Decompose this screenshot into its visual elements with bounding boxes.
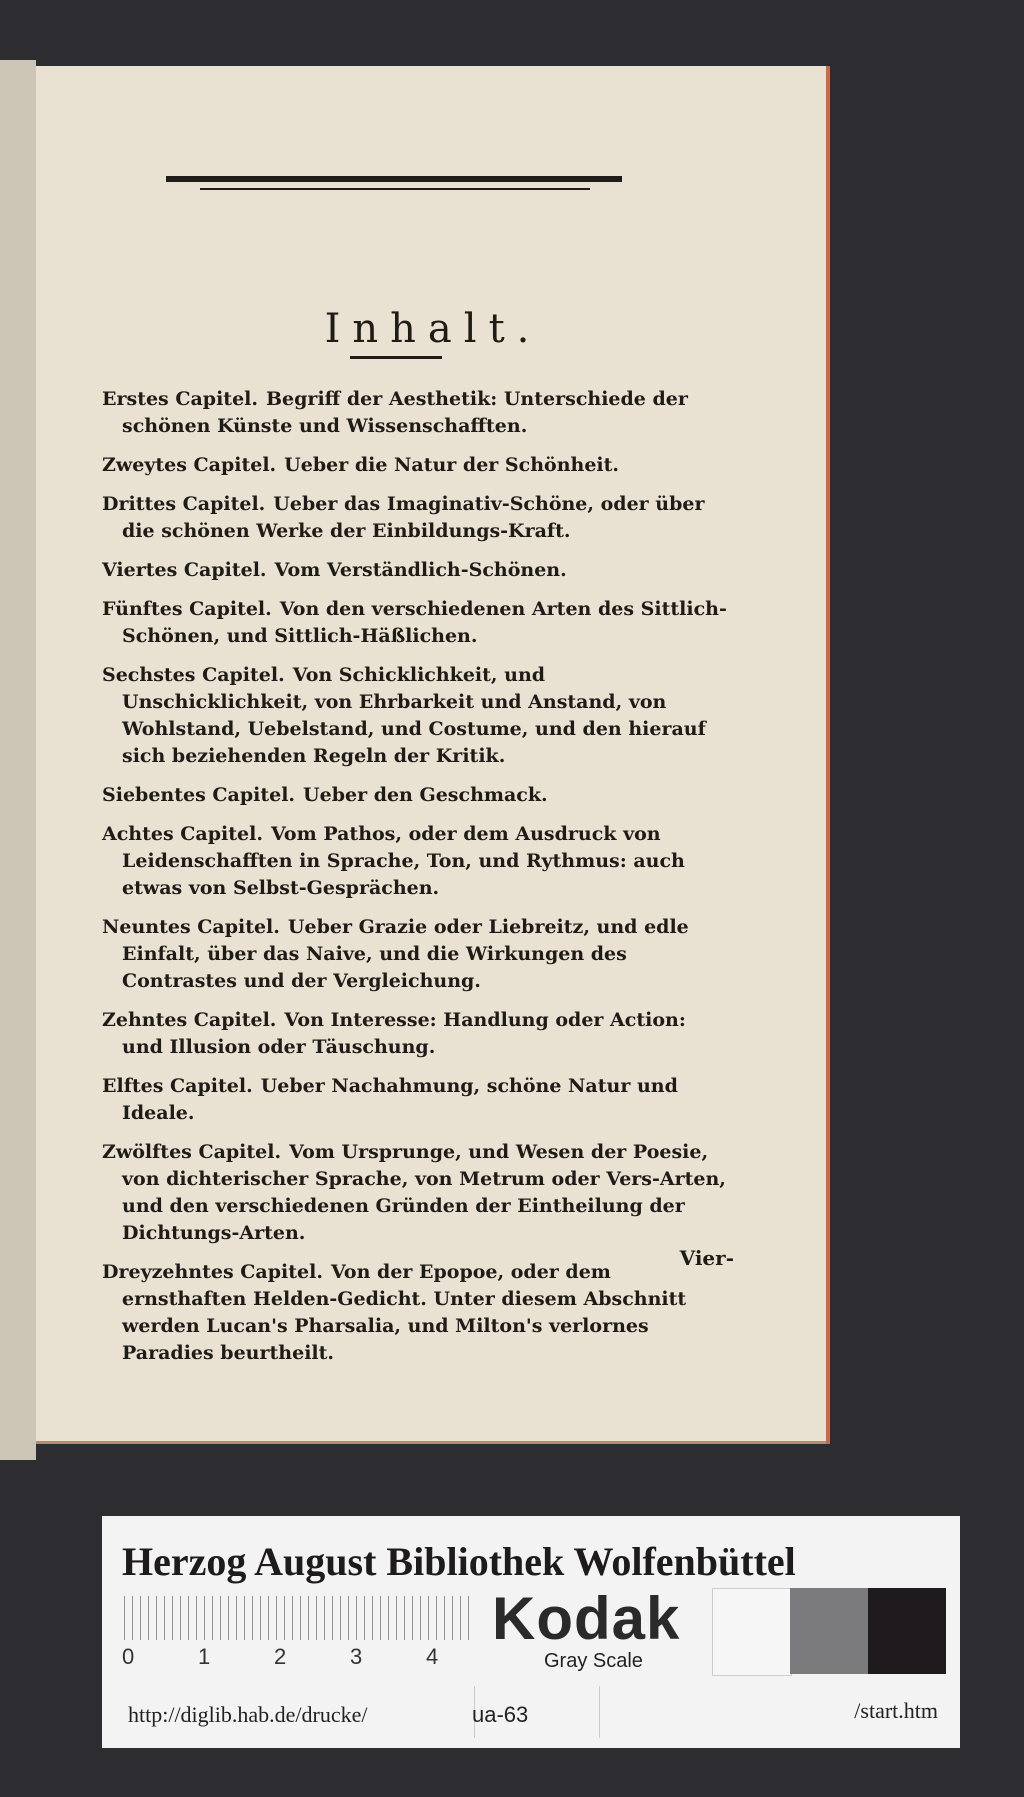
chapter-label: Sechstes Capitel.: [102, 664, 285, 686]
scale-number: 1: [198, 1644, 211, 1669]
toc-entry: [102, 386, 727, 440]
chapter-description: Ueber den Geschmack.: [303, 784, 548, 806]
toc-entry: [102, 596, 727, 650]
adjacent-page-edge: [0, 60, 36, 1460]
chapter-label: Elftes Capitel.: [102, 1075, 253, 1097]
black-patch: [868, 1588, 946, 1674]
page-title: Inhalt.: [324, 306, 542, 352]
chapter-description: Von Schicklichkeit, und Unschicklichkeit, von Ehrbarkeit und Anstand, von Wohlstand, Uebelstand, und Costume, und den hierauf sich beziehenden Regeln der Kritik.: [122, 664, 706, 767]
chapter-description: Begriff der Aesthetik: Unterschiede der schönen Künste und Wissenschafften.: [122, 388, 688, 437]
chapter-description: Ueber Nachahmung, schöne Natur und Ideale.: [122, 1075, 678, 1124]
kodak-logo: Kodak: [492, 1585, 681, 1652]
chapter-description: Ueber die Natur der Schönheit.: [284, 454, 620, 476]
toc-entry: [102, 1259, 727, 1367]
chapter-label: Zweytes Capitel.: [102, 454, 277, 476]
color-target-card: [102, 1516, 960, 1748]
toc-entry: [102, 557, 727, 584]
toc-entry: [102, 1073, 727, 1127]
chapter-label: Achtes Capitel.: [102, 823, 263, 845]
toc-entry: [102, 452, 727, 479]
chapter-label: Drittes Capitel.: [102, 493, 266, 515]
toc-entry: [102, 1139, 727, 1247]
toc-entry: [102, 1007, 727, 1061]
chapter-description: Von der Epopoe, oder dem ernsthaften Helden-Gedicht. Unter diesem Abschnitt werden Lucan's Pharsalia, und Milton's verlornes Paradies beurtheilt.: [122, 1261, 687, 1364]
shelfmark-code: ua-63: [472, 1702, 529, 1727]
chapter-label: Viertes Capitel.: [102, 559, 267, 581]
ornamental-rule-thin: [200, 188, 590, 190]
ruler-scale: [124, 1596, 474, 1640]
title-underline: [350, 356, 442, 359]
gray-patch: [790, 1588, 868, 1674]
chapter-description: Vom Pathos, oder dem Ausdruck von Leidenschafften in Sprache, Ton, und Rythmus: auch etwas von Selbst-Gesprächen.: [122, 823, 685, 899]
gray-scale-label: Gray Scale: [544, 1650, 643, 1672]
table-of-contents: [102, 386, 727, 1379]
scale-number: 2: [274, 1644, 287, 1669]
chapter-label: Fünftes Capitel.: [102, 598, 272, 620]
chapter-label: Zehntes Capitel.: [102, 1009, 277, 1031]
chapter-label: Zwölftes Capitel.: [102, 1141, 282, 1163]
catchword: Vier-: [679, 1246, 734, 1270]
chapter-label: Neuntes Capitel.: [102, 916, 280, 938]
ornamental-rule-thick: [166, 176, 622, 182]
scale-number: 0: [122, 1644, 135, 1669]
start-path: /start.htm: [854, 1698, 938, 1723]
source-url: http://diglib.hab.de/drucke/: [128, 1702, 368, 1727]
chapter-label: Siebentes Capitel.: [102, 784, 296, 806]
scale-number: 3: [350, 1644, 363, 1669]
chapter-label: Erstes Capitel.: [102, 388, 258, 410]
chapter-description: Ueber das Imaginativ-Schöne, oder über die schönen Werke der Einbildungs-Kraft.: [122, 493, 705, 542]
chapter-description: Vom Verständlich-Schönen.: [274, 559, 567, 581]
chapter-description: Von den verschiedenen Arten des Sittlich-Schönen, und Sittlich-Häßlichen.: [122, 598, 727, 647]
scale-number: 4: [426, 1644, 439, 1669]
book-page: [36, 66, 830, 1444]
toc-entry: [102, 782, 727, 809]
chapter-description: Von Interesse: Handlung oder Action: und Illusion oder Täuschung.: [122, 1009, 686, 1058]
chapter-description: Ueber Grazie oder Liebreitz, und edle Einfalt, über das Naive, und die Wirkungen des Contrastes und der Vergleichung.: [122, 916, 689, 992]
chapter-description: Vom Ursprunge, und Wesen der Poesie, von dichterischer Sprache, von Metrum oder Vers-Arten, und den verschiedenen Gründen der Eintheilung der Dichtungs-Arten.: [122, 1141, 726, 1244]
toc-entry: [102, 662, 727, 770]
library-name: Herzog August Bibliothek Wolfenbüttel: [122, 1539, 796, 1584]
white-patch: [712, 1588, 792, 1676]
toc-entry: [102, 821, 727, 902]
toc-entry: [102, 491, 727, 545]
toc-entry: [102, 914, 727, 995]
chapter-label: Dreyzehntes Capitel.: [102, 1261, 323, 1283]
